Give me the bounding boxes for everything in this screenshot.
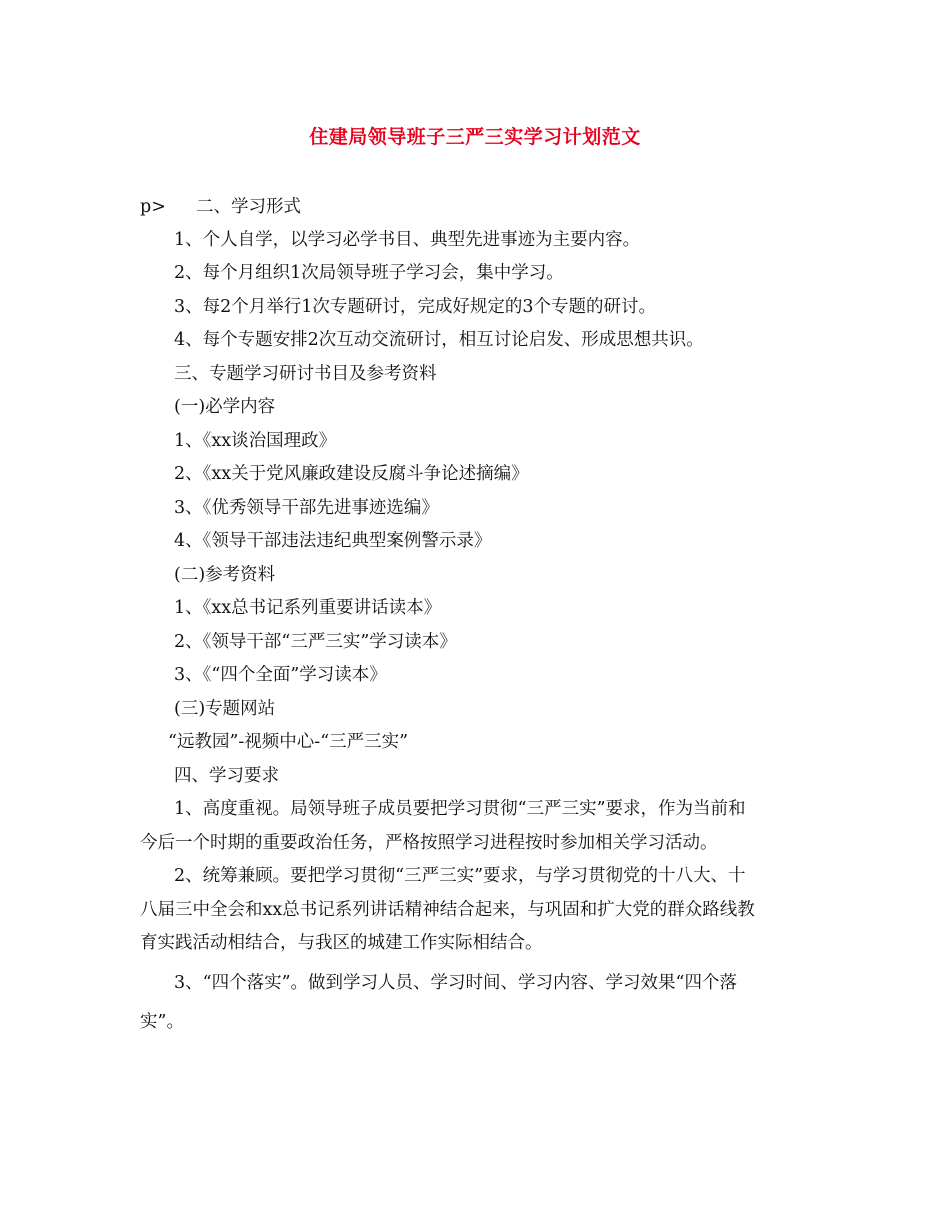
subsection-heading: (三)专题网站 bbox=[174, 699, 276, 719]
subsection-heading: (二)参考资料 bbox=[174, 565, 276, 585]
section-heading: 四、学习要求 bbox=[174, 766, 279, 786]
document-title: 住建局领导班子三严三实学习计划范文 bbox=[309, 126, 641, 148]
list-item: 4、《领导干部违法违纪典型案例警示录》 bbox=[174, 531, 492, 551]
paragraph-line: 实”。 bbox=[140, 1012, 184, 1032]
paragraph-line: 2、统筹兼顾。要把学习贯彻“三严三实”要求，与学习贯彻党的十八大、十 bbox=[174, 866, 746, 886]
list-item: 2、《领导干部“三严三实”学习读本》 bbox=[174, 632, 457, 652]
subsection-heading: (一)必学内容 bbox=[174, 397, 276, 417]
paragraph-line: 4、每个专题安排2次互动交流研讨，相互讨论启发、形成思想共识。 bbox=[174, 330, 704, 350]
paragraph-line: 1、个人自学，以学习必学书目、典型先进事迹为主要内容。 bbox=[174, 230, 641, 250]
list-item: 3、《“四个全面”学习读本》 bbox=[174, 665, 387, 685]
paragraph-line: 育实践活动相结合，与我区的城建工作实际相结合。 bbox=[140, 933, 543, 953]
section-heading: 三、专题学习研讨书目及参考资料 bbox=[174, 364, 437, 384]
paragraph-line: 1、高度重视。局领导班子成员要把学习贯彻“三严三实”要求，作为当前和 bbox=[174, 799, 746, 819]
paragraph-line: 2、每个月组织1次局领导班子学习会，集中学习。 bbox=[174, 263, 564, 283]
list-item: 1、《xx谈治国理政》 bbox=[174, 431, 337, 451]
paragraph-line: 3、每2个月举行1次专题研讨，完成好规定的3个专题的研讨。 bbox=[174, 297, 657, 317]
list-item: 3、《优秀领导干部先进事迹选编》 bbox=[174, 498, 439, 518]
section-heading: 二、学习形式 bbox=[196, 197, 301, 217]
paragraph-line: 3、“四个落实”。做到学习人员、学习时间、学习内容、学习效果“四个落 bbox=[174, 973, 737, 993]
paragraph-line: “远教园”-视频中心-“三严三实” bbox=[168, 732, 409, 752]
paragraph-line: 今后一个时期的重要政治任务，严格按照学习进程按时参加相关学习活动。 bbox=[140, 833, 718, 853]
paragraph-line: 八届三中全会和xx总书记系列讲话精神结合起来，与巩固和扩大党的群众路线教 bbox=[140, 900, 755, 920]
list-item: 2、《xx关于党风廉政建设反腐斗争论述摘编》 bbox=[174, 464, 529, 484]
stray-prefix: p> bbox=[140, 197, 166, 217]
list-item: 1、《xx总书记系列重要讲话读本》 bbox=[174, 598, 442, 618]
